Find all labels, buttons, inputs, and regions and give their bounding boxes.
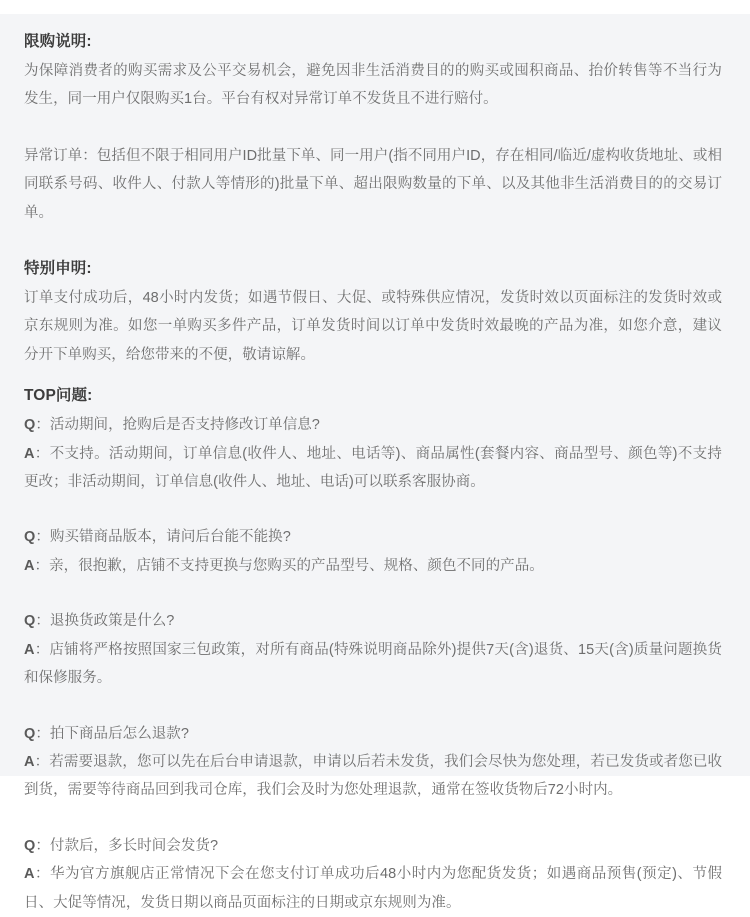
faq-question <box>24 720 722 748</box>
faq-question-label: Q <box>24 529 36 546</box>
faq-separator: ： <box>34 641 50 658</box>
spacer <box>24 580 722 607</box>
section-special-statement <box>24 255 722 369</box>
faq-question <box>24 607 722 635</box>
spacer <box>24 227 722 255</box>
top-questions-heading: TOP问题: <box>24 387 93 405</box>
faq-answer-label: A <box>24 445 35 462</box>
faq-item <box>24 607 722 692</box>
faq-answer-label: A <box>24 557 35 574</box>
faq-answer-label: A <box>24 866 35 883</box>
faq-answer-text: 华为官方旗舰店正常情况下会在您支付订单成功后48小时内为您配货发货；如遇商品预售(预定)、节假日、大促等情况，发货日期以商品页面标注的日期或京东规则为准。 <box>24 866 722 911</box>
faq-answer-text: 不支持。活动期间，订单信息(收件人、地址、电话等)、商品属性(套餐内容、商品型号、颜色等)不支持更改；非活动期间，订单信息(收件人、地址、电话)可以联系客服协商。 <box>24 445 722 491</box>
faq-answer-text: 若需要退款，您可以先在后台申请退款，申请以后若未发货，我们会尽快为您处理，若已发货或者您已收到货，需要等待商品回到我司仓库，我们会及时为您处理退款，通常在签收货物后72小时内。 <box>24 753 723 799</box>
faq-answer <box>24 636 722 693</box>
faq-separator: ： <box>35 837 50 854</box>
faq-answer <box>24 440 722 497</box>
top-white-strip <box>0 0 750 14</box>
spacer <box>24 369 722 382</box>
purchase-limit-paragraph-1: 为保障消费者的购买需求及公平交易机会，避免因非生活消费目的的购买或囤积商品、抬价转售等不当行为发生，同一用户仅限购买1台。平台有权对异常订单不发货且不进行赔付。 <box>24 63 722 108</box>
section-top-questions <box>24 382 722 917</box>
spacer <box>24 496 722 523</box>
faq-item <box>24 720 722 805</box>
faq-question-label: Q <box>24 725 36 742</box>
faq-separator: ： <box>35 417 50 434</box>
policy-panel <box>0 14 750 911</box>
faq-answer-text: 店铺将严格按照国家三包政策，对所有商品(特殊说明商品除外)提供7天(含)退货、15天(含)质量问题换货和保修服务。 <box>24 641 722 687</box>
faq-question-text: 拍下商品后怎么退款? <box>49 725 189 742</box>
faq-answer-label: A <box>24 641 35 658</box>
faq-answer <box>24 748 722 805</box>
faq-question <box>24 523 722 551</box>
special-statement-heading: 特别申明: <box>24 260 92 278</box>
faq-answer-label: A <box>24 753 35 770</box>
faq-answer-text: 亲，很抱歉，店铺不支持更换与您购买的产品型号、规格、颜色不同的产品。 <box>49 557 544 574</box>
faq-item <box>24 523 722 580</box>
faq-question-text: 活动期间，抢购后是否支持修改订单信息? <box>49 417 320 434</box>
faq-question-text: 退换货政策是什么? <box>49 613 175 630</box>
faq-separator: ： <box>35 613 50 630</box>
faq-separator: ： <box>34 557 50 574</box>
faq-separator: ： <box>35 725 50 742</box>
spacer <box>24 114 722 142</box>
section-purchase-limit <box>24 28 722 227</box>
faq-question <box>24 411 722 439</box>
faq-list <box>24 411 722 917</box>
spacer <box>24 693 722 720</box>
faq-separator: ： <box>34 445 50 462</box>
special-statement-paragraph-1: 订单支付成功后，48小时内发货；如遇节假日、大促、或特殊供应情况，发货时效以页面标注的发货时效或京东规则为准。如您一单购买多件产品，订单发货时间以订单中发货时效最晚的产品为准，如您介意，建议分开下单购买，给您带来的不便，敬请谅解。 <box>24 290 722 363</box>
faq-question-label: Q <box>24 613 36 630</box>
faq-item <box>24 411 722 496</box>
purchase-limit-heading: 限购说明: <box>24 33 92 50</box>
faq-separator: ： <box>35 529 50 546</box>
purchase-limit-paragraph-2: 异常订单：包括但不限于相同用户ID批量下单、同一用户(指不同用户ID，存在相同/临近/虚构收货地址、或相同联系号码、收件人、付款人等情形的)批量下单、超出限购数量的下单、以及其他非生活消费目的的交易订单。 <box>24 147 722 221</box>
faq-question <box>24 832 722 860</box>
faq-question-text: 付款后，多长时间会发货? <box>49 837 219 854</box>
faq-item <box>24 832 722 917</box>
faq-separator: ： <box>34 753 50 770</box>
faq-answer <box>24 860 722 917</box>
spacer <box>24 805 722 832</box>
faq-separator: ： <box>34 866 50 883</box>
faq-answer <box>24 552 722 580</box>
faq-question-label: Q <box>24 417 36 434</box>
faq-question-text: 购买错商品版本，请问后台能不能换? <box>49 529 291 546</box>
faq-question-label: Q <box>24 837 36 854</box>
